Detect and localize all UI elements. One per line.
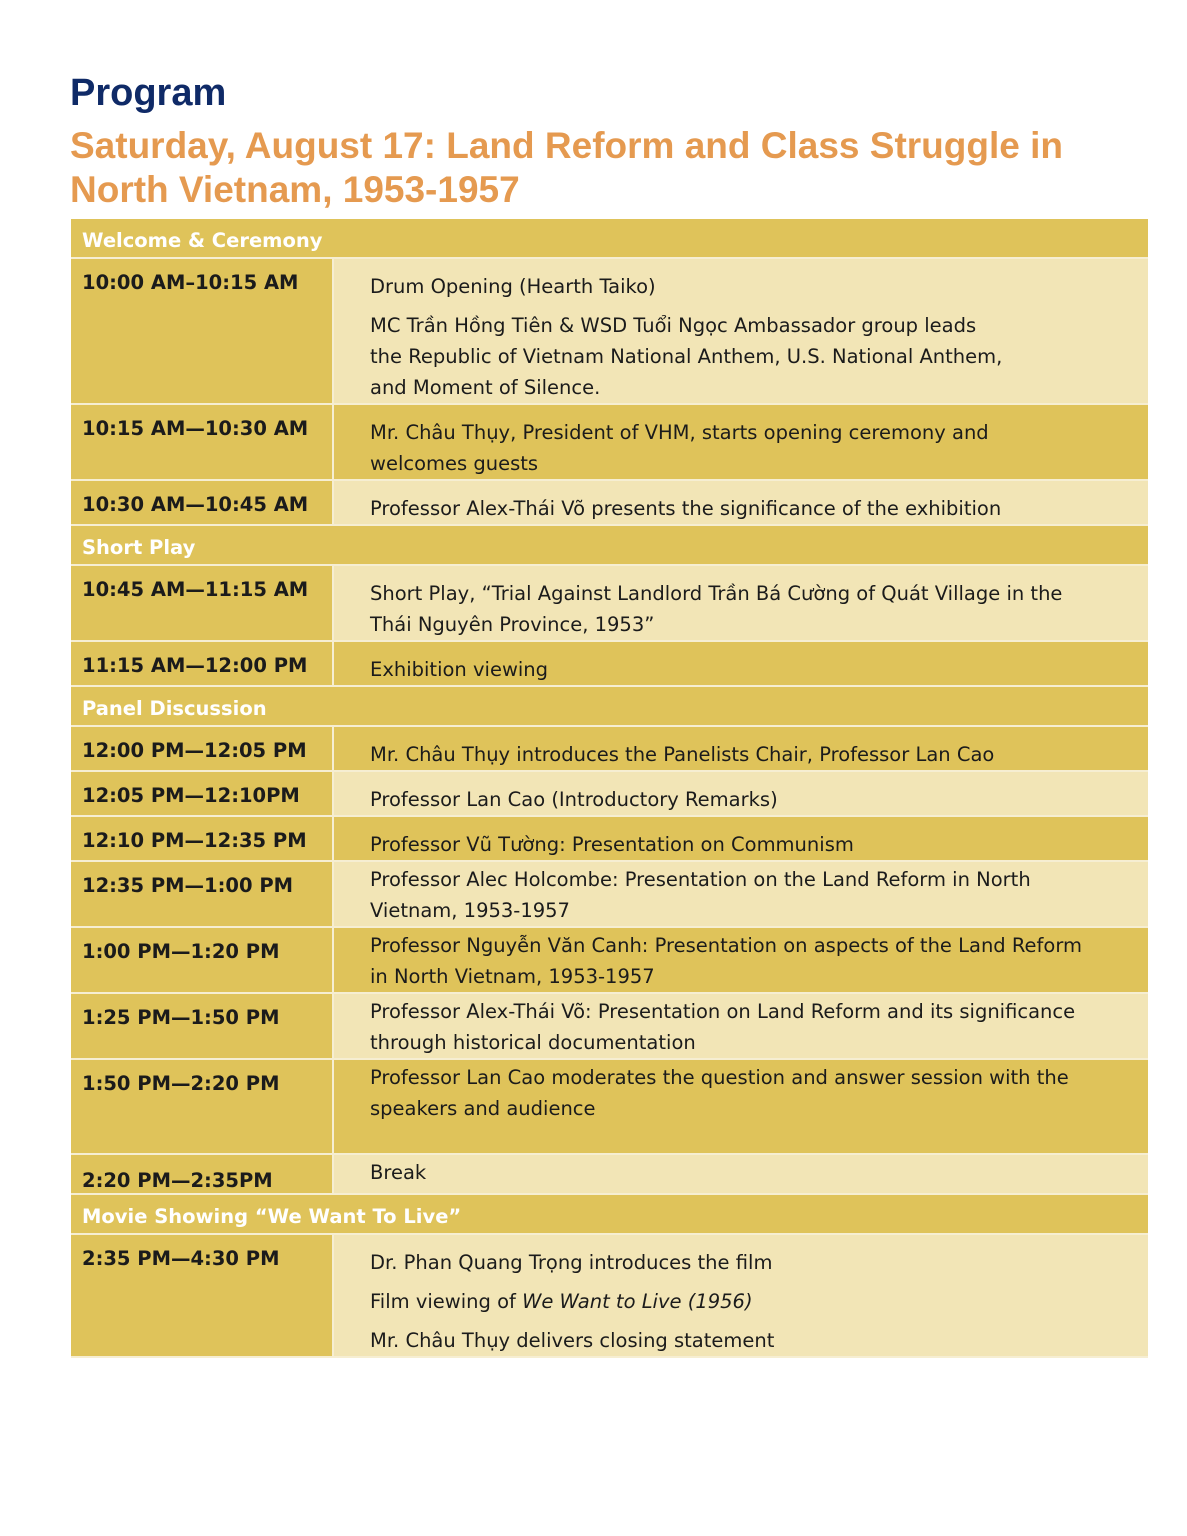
row-description: [359, 404, 1148, 480]
description-line: Break: [370, 1161, 427, 1184]
day-title: Saturday, August 17: Land Reform and Class Struggle in North Vietnam, 1953-1957: [70, 125, 1063, 210]
row-description: [359, 480, 1148, 525]
description-line: Dr. Phan Quang Trọng introduces the film: [370, 1251, 773, 1274]
row-time: 1:00 PM—1:20 PM: [71, 927, 333, 993]
row-time: 12:05 PM—12:10PM: [71, 771, 333, 816]
film-title: We Want to Live (1956): [522, 1290, 753, 1313]
row-time: 10:00 AM–10:15 AM: [71, 258, 333, 404]
row-spacer: [333, 726, 359, 771]
row-time: 12:00 PM—12:05 PM: [71, 726, 333, 771]
row-time: 10:15 AM—10:30 AM: [71, 404, 333, 480]
section-title: Short Play: [71, 525, 1148, 565]
row-description: [359, 1154, 1148, 1194]
description-line: Professor Lan Cao moderates the question and answer session with the: [370, 1066, 1069, 1089]
description-paragraph: [370, 310, 1137, 403]
schedule-row: [71, 1154, 1148, 1194]
schedule-row: [71, 771, 1148, 816]
row-description: [359, 726, 1148, 771]
row-time: 2:35 PM—4:30 PM: [71, 1234, 333, 1357]
row-description: [359, 641, 1148, 686]
description-line: Vietnam, 1953-1957: [370, 899, 570, 922]
schedule-row: [71, 404, 1148, 480]
schedule-row: [71, 565, 1148, 641]
row-spacer: [333, 1059, 359, 1154]
schedule-table: [71, 219, 1148, 1358]
description-line: Professor Vũ Tường: Presentation on Communism: [370, 833, 854, 856]
row-description: [359, 816, 1148, 861]
row-time: 12:10 PM—12:35 PM: [71, 816, 333, 861]
row-time: 1:25 PM—1:50 PM: [71, 993, 333, 1059]
section-title: Welcome & Ceremony: [71, 219, 1148, 258]
description-line: Professor Nguyễn Văn Canh: Presentation on aspects of the Land Reform: [370, 934, 1083, 957]
row-time: 10:30 AM—10:45 AM: [71, 480, 333, 525]
description-line: Professor Alec Holcombe: Presentation on the Land Reform in North: [370, 868, 1031, 891]
description-paragraph: [370, 1286, 1137, 1317]
schedule-row: [71, 993, 1148, 1059]
row-spacer: [333, 927, 359, 993]
description-line: Professor Lan Cao (Introductory Remarks): [370, 788, 778, 811]
row-description: [359, 1234, 1148, 1357]
description-line: and Moment of Silence.: [370, 376, 601, 399]
schedule-row: [71, 1234, 1148, 1357]
row-spacer: [333, 771, 359, 816]
section-header: [71, 219, 1148, 258]
section-title: Movie Showing “We Want To Live”: [71, 1194, 1148, 1234]
row-time: 2:20 PM—2:35PM: [71, 1154, 333, 1194]
description-line: speakers and audience: [370, 1097, 596, 1120]
description-line: the Republic of Vietnam National Anthem, U.S. National Anthem,: [370, 345, 1003, 368]
schedule-row: [71, 927, 1148, 993]
schedule-row: [71, 816, 1148, 861]
row-time: 1:50 PM—2:20 PM: [71, 1059, 333, 1154]
row-spacer: [333, 258, 359, 404]
schedule-row: [71, 861, 1148, 927]
row-spacer: [333, 565, 359, 641]
schedule-row: [71, 726, 1148, 771]
row-spacer: [333, 993, 359, 1059]
description-line: through historical documentation: [370, 1031, 696, 1054]
description-line: Thái Nguyên Province, 1953”: [370, 613, 655, 636]
row-description: [359, 258, 1148, 404]
description-line: Mr. Châu Thụy introduces the Panelists Chair, Professor Lan Cao: [370, 743, 995, 766]
section-header: [71, 686, 1148, 726]
section-header: [71, 1194, 1148, 1234]
row-description: [359, 861, 1148, 927]
row-spacer: [333, 404, 359, 480]
description-line: MC Trần Hồng Tiên & WSD Tuổi Ngọc Ambassador group leads: [370, 314, 977, 337]
row-time: 10:45 AM—11:15 AM: [71, 565, 333, 641]
description-line: Drum Opening (Hearth Taiko): [370, 275, 656, 298]
schedule-row: [71, 641, 1148, 686]
row-description: [359, 1059, 1148, 1154]
row-description: [359, 565, 1148, 641]
row-time: 11:15 AM—12:00 PM: [71, 641, 333, 686]
row-spacer: [333, 1234, 359, 1357]
schedule-row: [71, 258, 1148, 404]
row-spacer: [333, 1154, 359, 1194]
row-spacer: [333, 480, 359, 525]
description-line: Short Play, “Trial Against Landlord Trần Bá Cường of Quát Village in the: [370, 582, 1063, 605]
program-title: Program: [70, 72, 227, 114]
row-description: [359, 927, 1148, 993]
section-header: [71, 525, 1148, 565]
description-line: Mr. Châu Thụy, President of VHM, starts opening ceremony and: [370, 421, 989, 444]
schedule-row: [71, 1059, 1148, 1154]
description-line: Mr. Châu Thụy delivers closing statement: [370, 1329, 775, 1352]
row-spacer: [333, 641, 359, 686]
row-spacer: [333, 816, 359, 861]
description-line: in North Vietnam, 1953-1957: [370, 965, 655, 988]
description-line: Professor Alex-Thái Võ presents the significance of the exhibition: [370, 497, 1002, 520]
row-spacer: [333, 861, 359, 927]
row-description: [359, 771, 1148, 816]
description-line: Film viewing of: [370, 1290, 523, 1313]
section-title: Panel Discussion: [71, 686, 1148, 726]
schedule-row: [71, 480, 1148, 525]
description-line: Exhibition viewing: [370, 658, 549, 681]
description-line: Professor Alex-Thái Võ: Presentation on Land Reform and its significance: [370, 1000, 1076, 1023]
description-line: welcomes guests: [370, 452, 539, 475]
row-description: [359, 993, 1148, 1059]
row-time: 12:35 PM—1:00 PM: [71, 861, 333, 927]
